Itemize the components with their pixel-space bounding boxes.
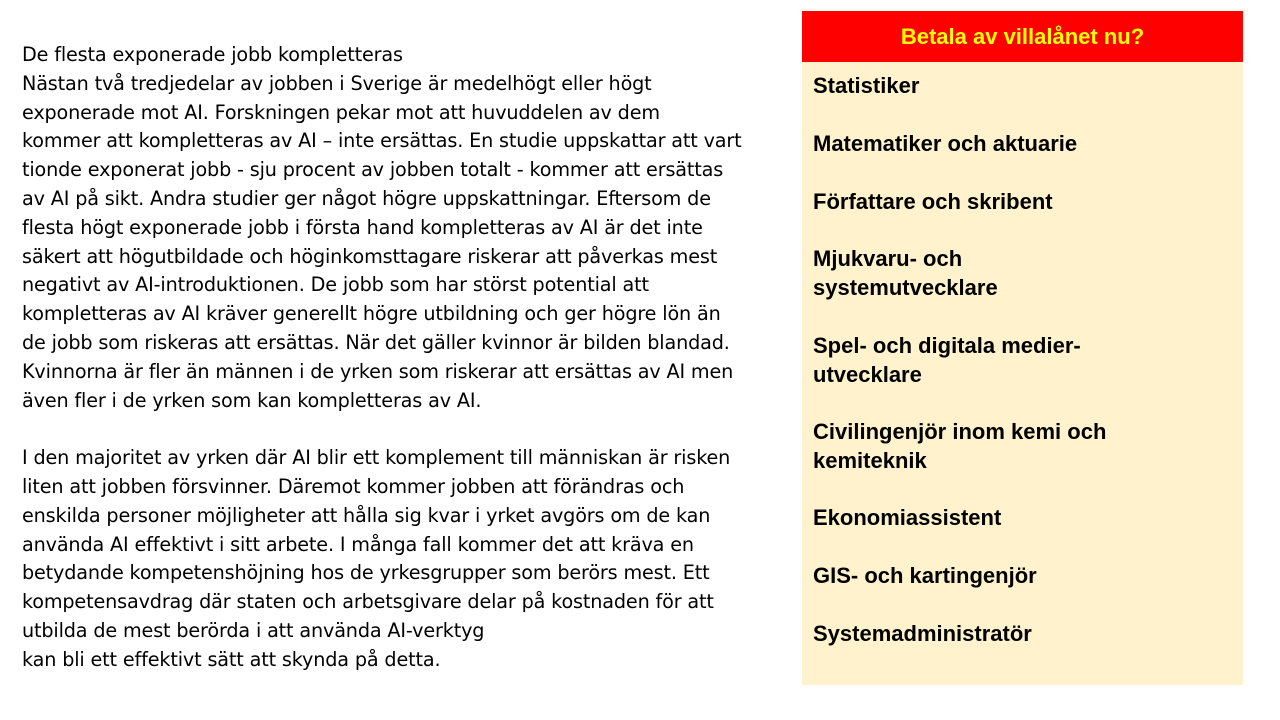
occupation-panel xyxy=(802,11,1243,685)
paragraph-line: Kvinnorna är fler än männen i de yrken som riskerar att ersättas av AI men xyxy=(22,359,734,383)
occupation-item xyxy=(813,619,1032,648)
occupation-line: utvecklare xyxy=(813,362,922,387)
paragraph-line: kan bli ett effektivt sätt att skynda på detta. xyxy=(22,647,441,671)
paragraph-line: använda AI effektivt i sitt arbete. I många fall kommer det att kräva en xyxy=(22,532,694,556)
paragraph-line: de jobb som riskeras att ersättas. När det gäller kvinnor är bilden blandad. xyxy=(22,330,730,354)
paragraph-line: även fler i de yrken som kan kompletteras av AI. xyxy=(22,388,482,412)
occupation-line: Spel- och digitala medier- xyxy=(813,333,1081,358)
paragraph-line: flesta högt exponerade jobb i första hand kompletteras av AI är det inte xyxy=(22,215,703,239)
occupation-item xyxy=(813,71,919,100)
occupation-line: Ekonomiassistent xyxy=(813,505,1002,530)
occupation-item xyxy=(813,331,1081,389)
occupation-line: Författare och skribent xyxy=(813,189,1053,214)
occupation-line: Matematiker och aktuarie xyxy=(813,131,1078,156)
article-paragraph-2 xyxy=(22,444,792,674)
panel-header: Betala av villalånet nu? xyxy=(802,11,1243,62)
occupation-line: Mjukvaru- och xyxy=(813,246,963,271)
article-paragraph-1 xyxy=(22,70,792,416)
paragraph-line: Nästan två tredjedelar av jobben i Sverige är medelhögt eller högt xyxy=(22,71,652,95)
occupation-item xyxy=(813,503,1001,532)
occupation-line: kemiteknik xyxy=(813,448,927,473)
occupation-line: GIS- och kartingenjör xyxy=(813,563,1037,588)
paragraph-line: enskilda personer möjligheter att hålla sig kvar i yrket avgörs om de kan xyxy=(22,503,711,527)
paragraph-line: kommer att kompletteras av AI – inte ersättas. En studie uppskattar att vart xyxy=(22,129,742,153)
occupation-line: Systemadministratör xyxy=(813,621,1032,646)
paragraph-line: tionde exponerat jobb - sju procent av jobben totalt - kommer att ersättas xyxy=(22,158,724,182)
occupation-item xyxy=(813,187,1053,216)
paragraph-line: kompetensavdrag där staten och arbetsgivare delar på kostnaden för att xyxy=(22,590,714,614)
occupation-line: systemutvecklare xyxy=(813,275,998,300)
paragraph-line: utbilda de mest berörda i att använda AI-verktyg xyxy=(22,618,485,642)
paragraph-line: betydande kompetenshöjning hos de yrkesgrupper som berörs mest. Ett xyxy=(22,561,710,585)
article-title: De flesta exponerade jobb kompletteras xyxy=(22,43,403,66)
paragraph-line: negativt av AI-introduktionen. De jobb som har störst potential att xyxy=(22,273,649,297)
paragraph-spacer xyxy=(22,415,792,444)
paragraph-line: I den majoritet av yrken där AI blir ett komplement till människan är risken xyxy=(22,446,731,470)
paragraph-line: exponerade mot AI. Forskningen pekar mot att huvuddelen av dem xyxy=(22,100,660,124)
paragraph-line: av AI på sikt. Andra studier ger något högre uppskattningar. Eftersom de xyxy=(22,186,711,210)
paragraph-line: säkert att högutbildade och höginkomsttagare riskerar att påverkas mest xyxy=(22,244,718,268)
occupation-line: Statistiker xyxy=(813,73,920,98)
occupation-line: Civilingenjör inom kemi och xyxy=(813,419,1107,444)
occupation-item xyxy=(813,417,1106,475)
occupation-item xyxy=(813,244,998,302)
occupation-item xyxy=(813,561,1037,590)
paragraph-line: kompletteras av AI kräver generellt högre utbildning och ger högre lön än xyxy=(22,302,721,326)
paragraph-line: liten att jobben försvinner. Däremot kommer jobben att förändras och xyxy=(22,474,685,498)
article-text xyxy=(22,41,792,675)
occupation-item xyxy=(813,129,1077,158)
